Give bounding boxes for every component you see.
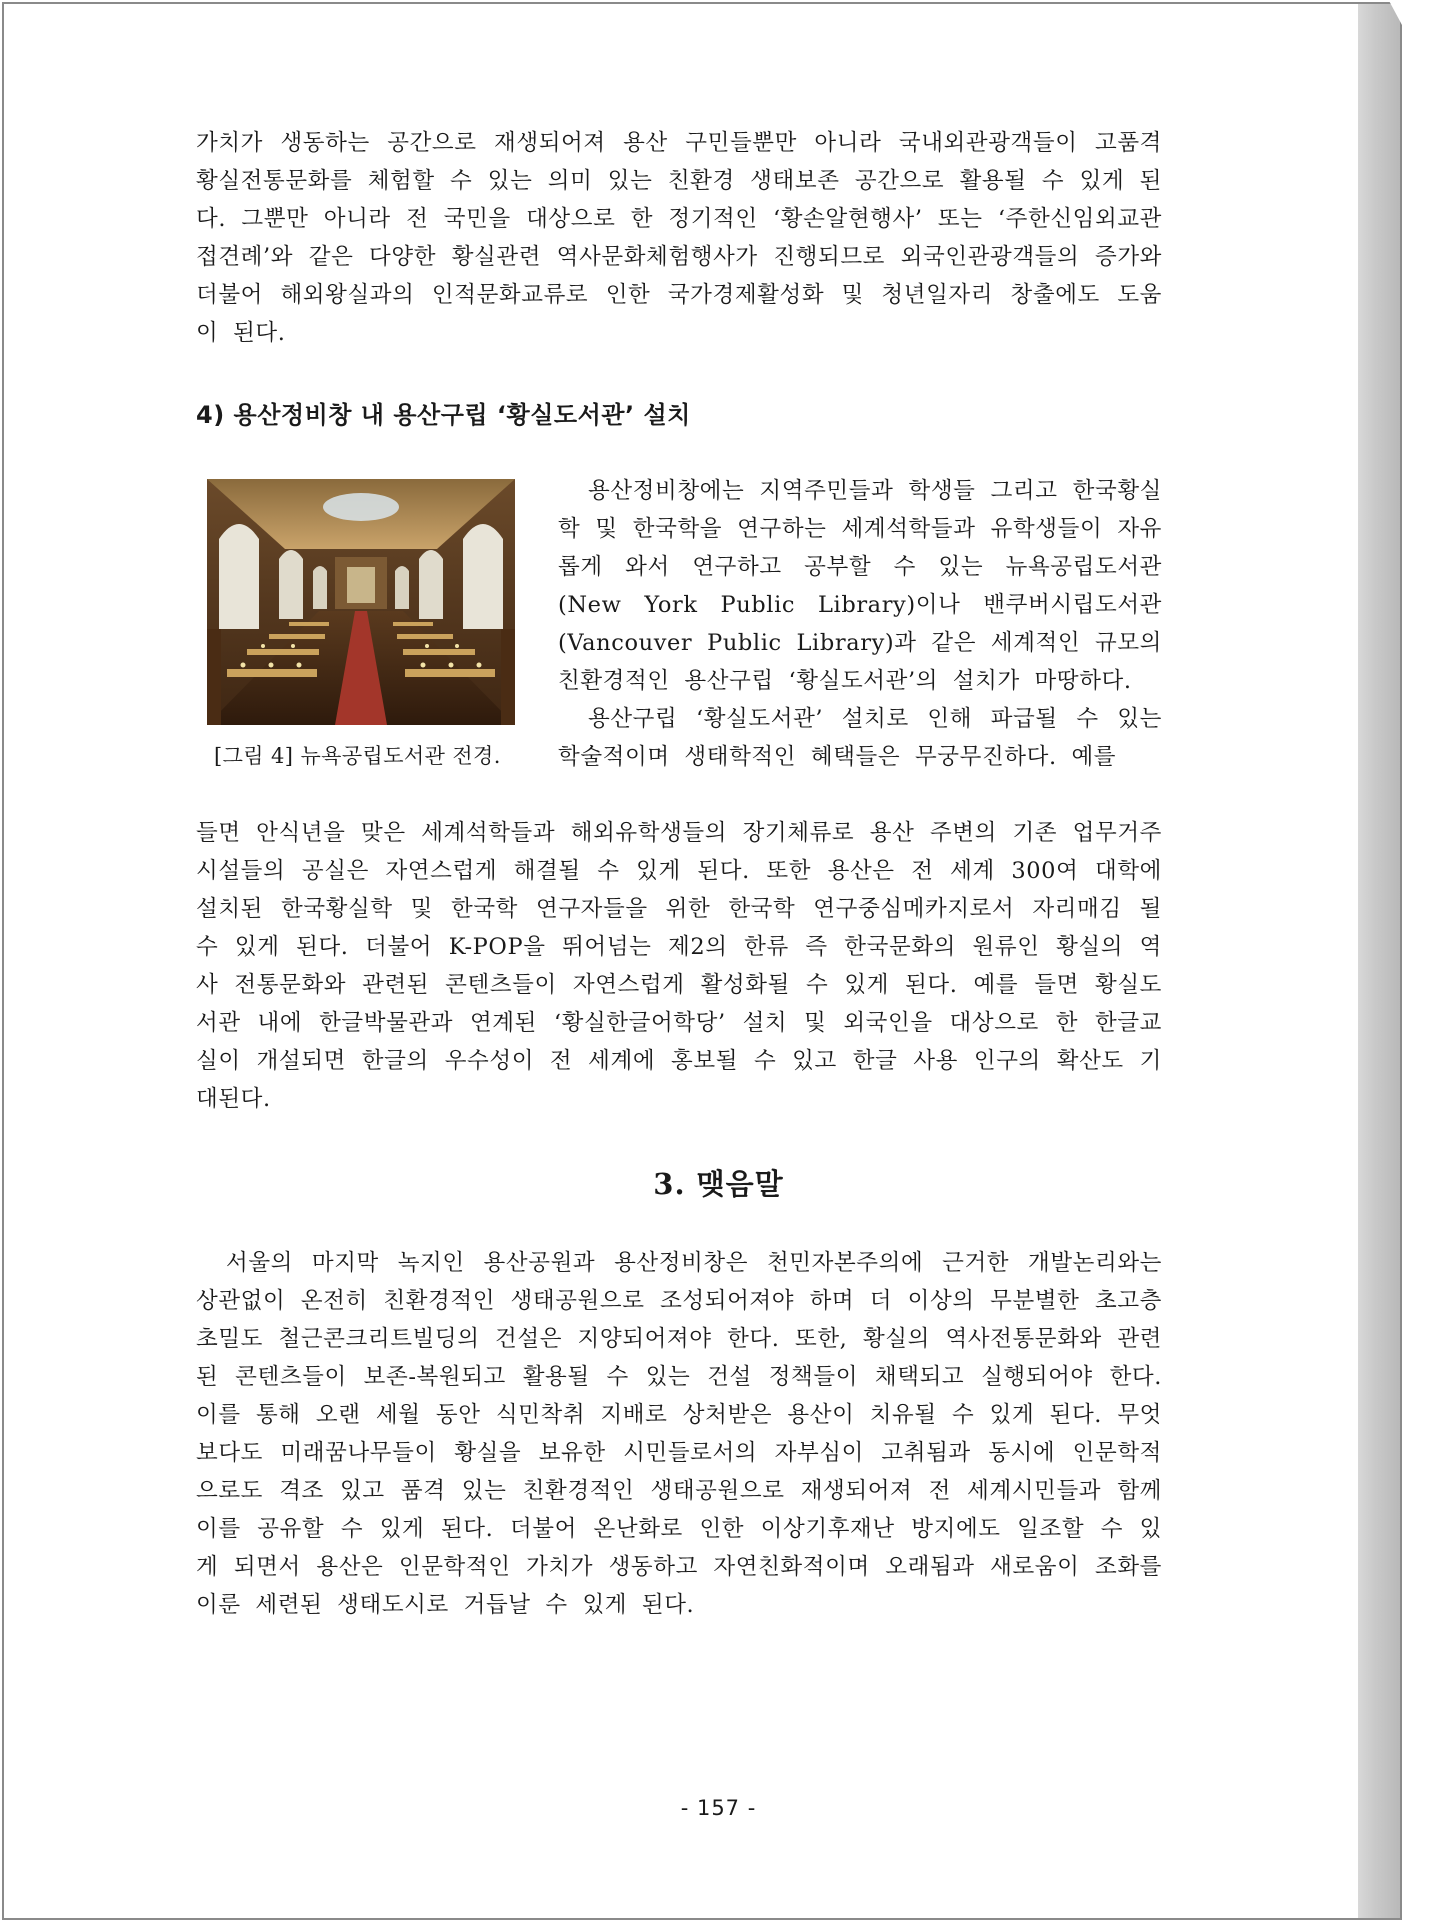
paragraph-2-text: 용산정비창에는 지역주민들과 학생들 그리고 한국황실학 및 한국학을 연구하는 세계석학들과 유학생들이 자유롭게 와서 연구하고 공부할 수 있는 뉴욕공립도서관(New York Public Library)이나 밴쿠버시립도서관(Vancouver Public Library)과 같은 세계적인 규모의 친환경적인 용산구립 ‘황실도서관’의 설치가 마땅하다. (558, 478, 1162, 694)
subsection-heading: 4) 용산정비창 내 용산구립 ‘황실도서관’ 설치 (196, 401, 691, 429)
library-photo (207, 479, 515, 725)
paragraph-4: 서울의 마지막 녹지인 용산공원과 용산정비창은 천민자본주의에 근거한 개발논리와는 상관없이 온전히 친환경적인 생태공원으로 조성되어져야 하며 더 이상의 무분별한 초고층 초밀도 철근콘크리트빌딩의 건설은 지양되어져야 한다. 또한, 황실의 역사전통문화와 관련된 콘텐츠들이 보존-복원되고 활용될 수 있는 건설 정책들이 채택되고 실행되어야 한다. 이를 통해 오랜 세월 동안 식민착취 지배로 상처받은 용산이 치유될 수 있게 된다. 무엇보다도 미래꿈나무들이 황실을 보유한 시민들로서의 자부심이 고취됨과 동시에 인문학적으로도 격조 있고 품격 있는 친환경적인 생태공원으로 재생되어져 전 세계시민들과 함께 이를 공유할 수 있게 된다. 더불어 온난화로 인한 이상기후재난 방지에도 일조할 수 있게 되면서 용산은 인문학적인 가치가 생동하고 자연친화적이며 오래됨과 새로움이 조화를 이룬 세련된 생태도시로 거듭날 수 있게 된다. (196, 1250, 1162, 1618)
page-number: - 157 - (680, 1796, 757, 1820)
figure-caption: [그림 4] 뉴욕공립도서관 전경. (214, 744, 501, 768)
section-title: 3. 맺음말 (653, 1167, 784, 1201)
paragraph-1: 가치가 생동하는 공간으로 재생되어져 용산 구민들뿐만 아니라 국내외관광객들이 고품격 황실전통문화를 체험할 수 있는 의미 있는 친환경 생태보존 공간으로 활용될 수 있게 된다. 그뿐만 아니라 전 국민을 대상으로 한 정기적인 ‘황손알현행사’ 또는 ‘주한신임외교관접견례’와 같은 다양한 황실관련 역사문화체험행사가 진행되므로 외국인관광객들의 증가와 더불어 해외왕실과의 인적문화교류로 인한 국가경제활성화 및 청년일자리 창출에도 도움이 된다. (196, 130, 1162, 346)
paragraph-2 (558, 472, 1162, 776)
library-reading-room-icon (207, 479, 515, 725)
paragraph-3: 들면 안식년을 맞은 세계석학들과 해외유학생들의 장기체류로 용산 주변의 기존 업무거주시설들의 공실은 자연스럽게 해결될 수 있게 된다. 또한 용산은 전 세계 300여 대학에 설치된 한국황실학 및 한국학 연구자들을 위한 한국학 연구중심메카지로서 자리매김 될 수 있게 된다. 더불어 K-POP을 뛰어넘는 제2의 한류 즉 한국문화의 원류인 황실의 역사 전통문화와 관련된 콘텐츠들이 자연스럽게 활성화될 수 있게 된다. 예를 들면 황실도서관 내에 한글박물관과 연계된 ‘황실한글어학당’ 설치 및 외국인을 대상으로 한 한글교실이 개설되면 한글의 우수성이 전 세계에 홍보될 수 있고 한글 사용 인구의 확산도 기대된다. (196, 820, 1162, 1112)
book-page-edge (1358, 2, 1402, 1920)
paragraph-3-intro: 용산구립 ‘황실도서관’ 설치로 인해 파급될 수 있는 학술적이며 생태학적인 혜택들은 무궁무진하다. 예를 (558, 706, 1162, 770)
